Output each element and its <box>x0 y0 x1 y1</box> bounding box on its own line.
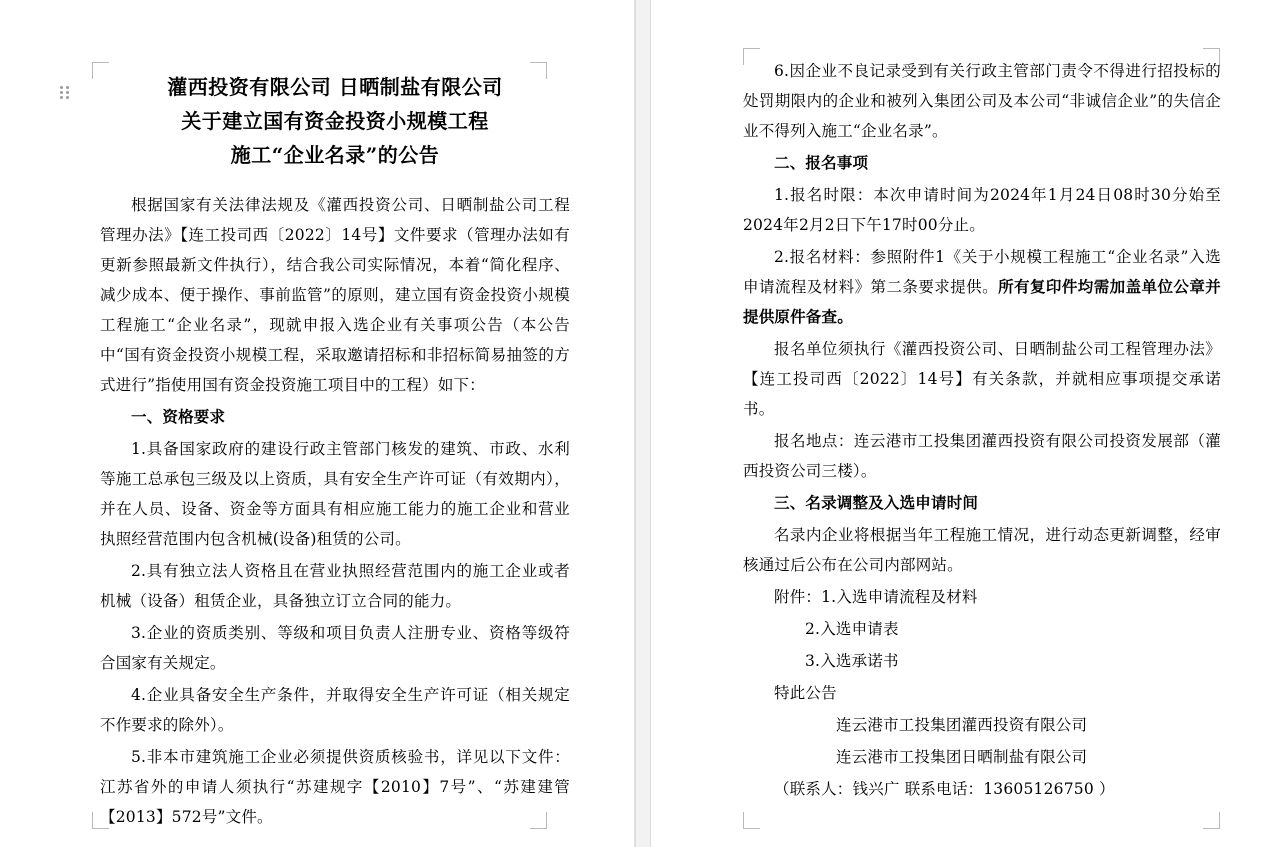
paragraph-item-3: 3.企业的资质类别、等级和项目负责人注册专业、资格等级符合国家有关规定。 <box>100 624 570 672</box>
title-line-1: 灌西投资有限公司 日晒制盐有限公司 <box>167 75 503 99</box>
paragraph-adjustment: 名录内企业将根据当年工程施工情况，进行动态更新调整，经审核通过后公布在公司内部网站。 <box>743 526 1221 574</box>
drag-handle-icon[interactable] <box>60 86 72 100</box>
attachment-1: 附件：1.入选申请流程及材料 <box>774 588 978 606</box>
paragraph-intro: 根据国家有关法律法规及《灌西投资公司、日晒制盐公司工程管理办法》【连工投司西〔2022〕14号】文件要求（管理办法如有更新参照最新文件执行），结合我公司实际情况，本着“简化程序、减少成本、便于操作、事前监管”的原则，建立国有资金投资小规模工程施工“企业名录”，现就申报入选企业有关事项公告（本公告中“国有资金投资小规模工程，采取邀请招标和非招标简易抽签的方式进行”指使用国有资金投资施工项目中的工程）如下： <box>100 196 570 394</box>
crop-mark-bottom-left-2 <box>743 812 760 829</box>
paragraph-registration-materials <box>743 242 1221 332</box>
paragraph-item-1: 1.具备国家政府的建设行政主管部门核发的建筑、市政、水利等施工总承包三级及以上资质，具有安全生产许可证（有效期内），并在人员、设备、资金等方面具有相应施工能力的施工企业和营业执照经营范围内包含机械(设备)租赁的公司。 <box>100 440 570 548</box>
title-line-3: 施工“企业名录”的公告 <box>230 143 440 167</box>
paragraph-item-4: 4.企业具备安全生产条件，并取得安全生产许可证（相关规定不作要求的除外）。 <box>100 686 570 734</box>
section-heading-registration: 二、报名事项 <box>774 153 869 172</box>
page-right-content <box>743 56 1221 806</box>
signature-line-2: 连云港市工投集团日晒制盐有限公司 <box>836 748 1088 766</box>
paragraph-registration-location: 报名地点：连云港市工投集团灌西投资有限公司投资发展部（灌西投资公司三楼）。 <box>743 432 1221 480</box>
page-left-content <box>100 70 570 834</box>
signature-line-1: 连云港市工投集团灌西投资有限公司 <box>836 716 1088 734</box>
paragraph-item-6: 6.因企业不良记录受到有关行政主管部门责令不得进行招投标的处罚期限内的企业和被列入集团公司及本公司“非诚信企业”的失信企业不得列入施工“企业名录”。 <box>743 62 1221 140</box>
closing-statement: 特此公告 <box>774 684 837 702</box>
paragraph-registration-deadline: 1.报名时限：本次申请时间为2024年1月24日08时30分始至 2024年2月2日下午17时00分止。 <box>743 186 1221 234</box>
document-page-left <box>0 0 635 847</box>
section-heading-qualifications: 一、资格要求 <box>131 407 226 426</box>
attachment-2: 2.入选申请表 <box>805 620 899 638</box>
title-line-2: 关于建立国有资金投资小规模工程 <box>181 109 489 133</box>
paragraph-item-2: 2.具有独立法人资格且在营业执照经营范围内的施工企业或者机械（设备）租赁企业，具备独立订立合同的能力。 <box>100 562 570 610</box>
section-heading-adjustment: 三、名录调整及入选申请时间 <box>774 493 979 512</box>
paragraph-item-5: 5.非本市建筑施工企业必须提供资质核验书，详见以下文件：江苏省外的申请人须执行“苏建规字【2010】7号”、“苏建建管【2013】572号”文件。 <box>100 748 570 826</box>
attachment-3: 3.入选承诺书 <box>805 652 899 670</box>
registration-materials-text: 2.报名材料：参照附件1《关于小规模工程施工“企业名录”入选申请流程及材料》第二条要求提供。 <box>743 248 1221 296</box>
contact-line: （联系人：钱兴广 联系电话：13605126750 ） <box>774 780 1115 798</box>
registration-materials-emphasis: 所有复印件均需加盖单位公章并提供原件备查。 <box>743 277 1221 326</box>
paragraph-commitment: 报名单位须执行《灌西投资公司、日晒制盐公司工程管理办法》【连工投司西〔2022〕14号】有关条款，并就相应事项提交承诺书。 <box>743 340 1221 418</box>
document-title <box>100 70 570 172</box>
document-page-right <box>651 0 1284 847</box>
page-separator <box>635 0 651 847</box>
crop-mark-bottom-right-2 <box>1203 812 1220 829</box>
